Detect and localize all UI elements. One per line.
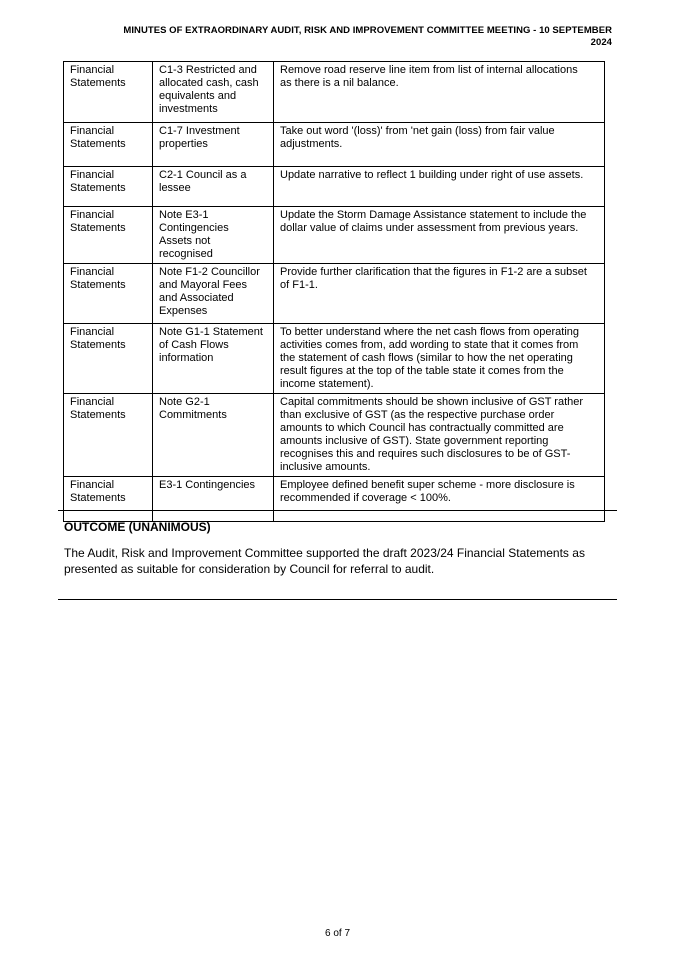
- recommendations-table: [63, 61, 605, 522]
- comment-cell: Update narrative to reflect 1 building under right of use assets.: [274, 167, 605, 207]
- document-header: [60, 25, 612, 49]
- comment-cell: Take out word '(loss)' from 'net gain (loss) from fair value adjustments.: [274, 123, 605, 167]
- table-row: [64, 62, 605, 123]
- comment-cell: Employee defined benefit super scheme - more disclosure is recommended if coverage < 100%.: [274, 477, 605, 522]
- table-row: [64, 123, 605, 167]
- comment-cell: Update the Storm Damage Assistance statement to include the dollar value of claims under assessment from previous years.: [274, 207, 605, 264]
- table-row: [64, 394, 605, 477]
- page-number: 6 of 7: [324, 928, 351, 939]
- section-cell: Financial Statements: [64, 123, 153, 167]
- item-cell: C1-7 Investment properties: [153, 123, 274, 167]
- table-row: [64, 207, 605, 264]
- section-divider: [58, 599, 617, 600]
- comment-cell: To better understand where the net cash flows from operating activities comes from, add wording to state that it comes from the statement of cash flows (similar to how the net operating result figures at the top of the table state it comes from the income statement).: [274, 324, 605, 394]
- section-cell: Financial Statements: [64, 62, 153, 123]
- section-cell: Financial Statements: [64, 264, 153, 324]
- section-cell: Financial Statements: [64, 167, 153, 207]
- item-cell: Note G1-1 Statement of Cash Flows information: [153, 324, 274, 394]
- section-cell: Financial Statements: [64, 394, 153, 477]
- item-cell: C2-1 Council as a lessee: [153, 167, 274, 207]
- table-row: [64, 477, 605, 522]
- item-cell: Note F1-2 Councillor and Mayoral Fees and Associated Expenses: [153, 264, 274, 324]
- table-row: [64, 167, 605, 207]
- table-row: [64, 324, 605, 394]
- item-cell: E3-1 Contingencies: [153, 477, 274, 522]
- comment-cell: Remove road reserve line item from list of internal allocations as there is a nil balance.: [274, 62, 605, 123]
- section-cell: Financial Statements: [64, 324, 153, 394]
- item-cell: C1-3 Restricted and allocated cash, cash equivalents and investments: [153, 62, 274, 123]
- item-cell: Note G2-1 Commitments: [153, 394, 274, 477]
- item-cell: Note E3-1 Contingencies Assets not recognised: [153, 207, 274, 264]
- section-cell: Financial Statements: [64, 207, 153, 264]
- comment-cell: Capital commitments should be shown inclusive of GST rather than exclusive of GST (as the respective purchase order amounts to which Council has contractually committed are amounts inclusive of GST). State government reporting recognises this and requires such disclosures to be of GST- inclusive amounts.: [274, 394, 605, 477]
- table-row: [64, 264, 605, 324]
- header-title-line2: 2024: [590, 37, 612, 48]
- section-cell: Financial Statements: [64, 477, 153, 522]
- header-title-line1: MINUTES OF EXTRAORDINARY AUDIT, RISK AND IMPROVEMENT COMMITTEE MEETING - 10 SEPTEMBER: [123, 25, 612, 36]
- outcome-heading: OUTCOME (UNANIMOUS): [64, 520, 211, 534]
- outcome-text: The Audit, Risk and Improvement Committee supported the draft 2023/24 Financial Statements as presented as suitable for consideration by Council for referral to audit.: [64, 546, 585, 576]
- table-bottom-rule: [58, 510, 617, 511]
- comment-cell: Provide further clarification that the figures in F1-2 are a subset of F1-1.: [274, 264, 605, 324]
